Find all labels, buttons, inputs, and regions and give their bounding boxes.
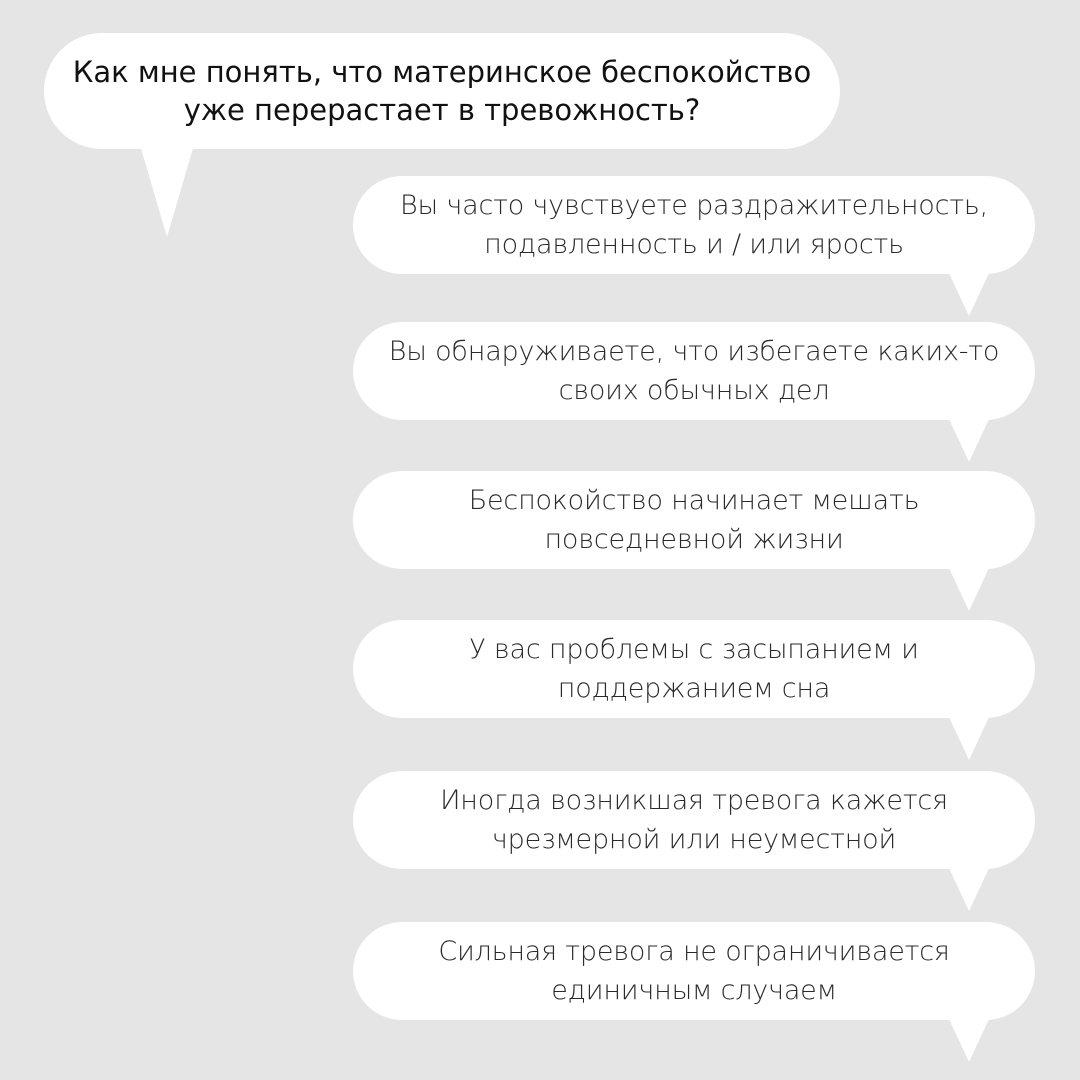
answer-bubble-6 [353,922,1035,1020]
answer-text-3: Беспокойство начинает мешать повседневной жизни [468,485,920,555]
answer-bubble-1 [353,176,1035,274]
answer-bubble-3 [353,471,1035,569]
answer-bubble-tail [941,700,997,760]
answer-text-4: У вас проблемы с засыпанием и поддержанием сна [469,634,919,704]
answer-bubble-2 [353,322,1035,420]
question-bubble [44,33,840,149]
answer-bubble-tail [941,256,997,316]
question-text: Как мне понять, что материнское беспокойство уже перерастает в тревожность? [72,55,812,127]
answer-bubble-tail [941,402,997,462]
answer-text-1: Вы часто чувствуете раздражительность, подавленность и / или ярость [400,190,988,260]
answer-text-2: Вы обнаруживаете, что избегаете каких-то своих обычных дел [388,336,1000,406]
answer-bubble-tail [941,851,997,911]
answer-bubble-5 [353,771,1035,869]
answer-bubble-tail [941,551,997,611]
answer-text-5: Иногда возникшая тревога кажется чрезмерной или неуместной [440,785,948,855]
question-bubble-tail [140,145,194,237]
answer-bubble-4 [353,620,1035,718]
answer-text-6: Сильная тревога не ограничивается единичным случаем [438,936,950,1006]
answer-bubble-tail [941,1002,997,1062]
